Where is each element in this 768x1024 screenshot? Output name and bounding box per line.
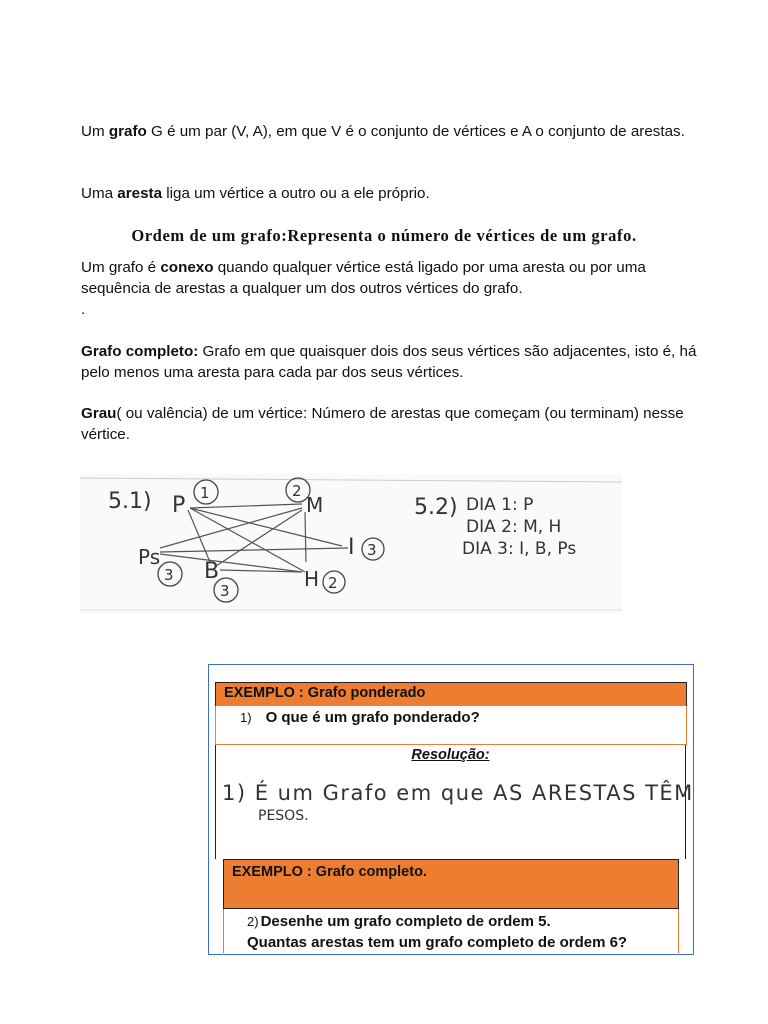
label-5-2: 5.2) [414,495,458,520]
vertex-I: I [348,535,355,560]
answer-line-1: 1) É um Grafo em que AS ARESTAS TÊM [222,781,694,805]
term-grafo: grafo [108,123,147,140]
vertex-M: M [306,493,324,517]
definition-aresta: Uma aresta liga um vértice a outro ou a ele próprio. [81,185,430,202]
exemplo-completo-header: EXEMPLO : Grafo completo. [223,859,679,909]
question-2-line-1: Desenhe um grafo completo de ordem 5. [260,913,551,930]
degree-Ps: 3 [164,566,174,584]
question-2 [247,911,627,953]
exemplo-ponderado-header: EXEMPLO : Grafo ponderado [215,682,687,707]
day-3: DIA 3: I, B, Ps [462,539,577,559]
question-1-number: 1) [240,710,252,725]
question-2-number: 2) [247,914,259,929]
answer-line-2: PESOS. [258,808,309,824]
degree-B: 3 [220,582,230,600]
day-1: DIA 1: P [466,495,534,515]
degree-M: 2 [292,482,302,500]
degree-P: 1 [200,484,210,502]
vertex-H: H [304,567,320,591]
vertex-P: P [172,493,186,518]
question-2-line-2: Quantas arestas tem um grafo completo de ordem 6? [247,934,628,951]
term-grau: Grau [81,405,117,422]
degree-I: 3 [367,541,377,559]
definition-grau: Grau( ou valência) de um vértice: Número de arestas que começam (ou terminam) nesse vértice. [81,405,684,443]
resolucao-label: Resolução: [411,747,490,763]
vertex-Ps: Ps [138,545,161,569]
question-1-text: O que é um grafo ponderado? [265,709,480,726]
definition-conexo: Um grafo é conexo quando qualquer vértice está ligado por uma aresta ou por uma sequência de arestas a qualquer um dos outros vértices do grafo. . [81,259,646,318]
question-1 [240,709,480,726]
handwritten-answer [218,766,694,826]
day-2: DIA 2: M, H [466,517,562,537]
degree-H: 2 [328,574,338,592]
definition-grafo-completo: Grafo completo: Grafo em que quaisquer dois dos seus vértices são adjacentes, isto é, há pelo menos uma aresta para cada par dos seus vértices. [81,343,697,381]
label-5-1: 5.1) [108,489,152,514]
term-conexo: conexo [160,259,214,276]
definition-grafo: Um grafo G é um par (V, A), em que V é o conjunto de vértices e A o conjunto de arestas. [81,123,685,140]
handwritten-graph-image [80,474,622,614]
vertex-B: B [204,559,220,584]
term-grafo-completo: Grafo completo: [81,343,199,360]
heading-ordem: Ordem de um grafo:Representa o número de vértices de um grafo. [131,226,637,245]
term-aresta: aresta [117,185,163,202]
